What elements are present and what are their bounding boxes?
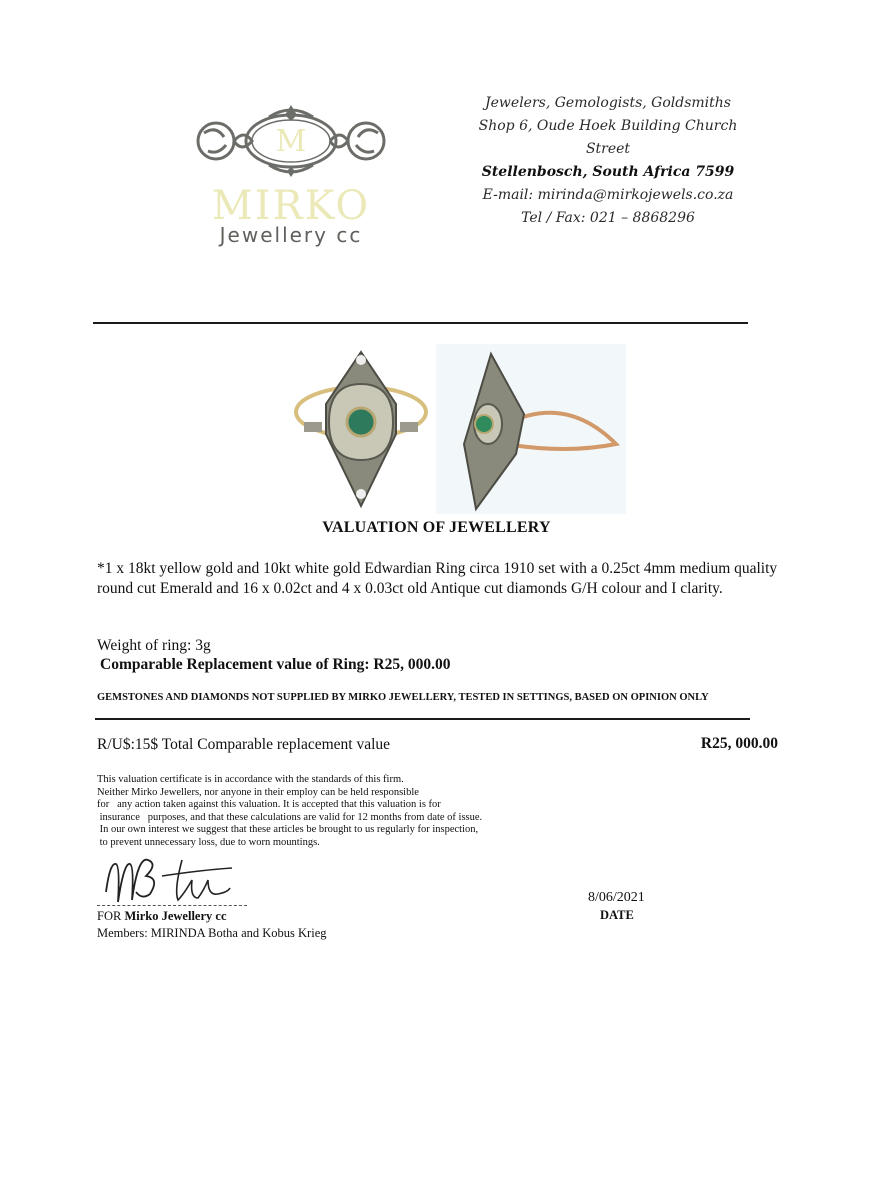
company-address xyxy=(470,92,746,230)
company-name: Mirko Jewellery cc xyxy=(124,909,227,923)
signatory-company xyxy=(97,909,227,924)
ring-photos xyxy=(286,344,626,514)
signature-line xyxy=(97,905,247,906)
ornament-frame-icon xyxy=(194,103,388,183)
logo-brand-text: MIRKO xyxy=(211,183,371,229)
terms-line: to prevent unnecessary loss, due to worn mountings. xyxy=(97,836,320,848)
ring-front-photo xyxy=(286,344,436,514)
document-title: VALUATION OF JEWELLERY xyxy=(322,519,551,536)
address-street-cont: Street xyxy=(585,141,631,157)
terms-line: for any action taken against this valuation. It is accepted that this valuation is for xyxy=(97,799,441,811)
address-email[interactable]: E-mail: mirinda@mirkojewels.co.za xyxy=(482,187,734,203)
date-label: DATE xyxy=(600,908,634,922)
header-divider xyxy=(93,322,748,324)
total-value-amount: R25, 000.00 xyxy=(700,735,778,752)
gemstone-disclaimer: GEMSTONES AND DIAMONDS NOT SUPPLIED BY MIRKO JEWELLERY, TESTED IN SETTINGS, BASED ON OPINION ONLY xyxy=(97,692,709,703)
terms-text xyxy=(97,774,537,850)
address-city: Stellenbosch, South Africa 7599 xyxy=(481,164,735,180)
signature-icon xyxy=(98,852,268,907)
address-services: Jewelers, Gemologists, Goldsmiths xyxy=(485,95,731,111)
terms-line: Neither Mirko Jewellers, nor anyone in their employ can be held responsible xyxy=(97,786,419,798)
svg-text:M: M xyxy=(275,124,307,159)
logo-subtitle: Jewellery cc xyxy=(219,223,363,247)
address-street: Shop 6, Oude Hoek Building Church xyxy=(478,118,738,134)
company-logo xyxy=(186,95,396,245)
for-prefix: FOR xyxy=(97,909,125,923)
ring-weight: Weight of ring: 3g xyxy=(97,637,211,654)
section-divider xyxy=(95,718,750,720)
ring-side-photo xyxy=(436,344,626,514)
item-description: *1 x 18kt yellow gold and 10kt white gold Edwardian Ring circa 1910 set with a 0.25ct 4mm medium quality round cut Emerald and 16 x 0.02ct and 4 x 0.03ct old Antique cut diamonds G/H colour and I clarity. xyxy=(97,560,778,597)
terms-line: This valuation certificate is in accordance with the standards of this firm. xyxy=(97,774,404,785)
total-value-label: R/U$:15$ Total Comparable replacement value xyxy=(97,736,391,753)
address-phone: Tel / Fax: 021 – 8868296 xyxy=(521,210,695,226)
terms-line: In our own interest we suggest that these articles be brought to us regularly for inspection, xyxy=(97,824,479,836)
terms-line: insurance purposes, and that these calculations are valid for 12 months from date of issue. xyxy=(97,811,483,823)
company-members: Members: MIRINDA Botha and Kobus Krieg xyxy=(97,926,327,940)
replacement-value: Comparable Replacement value of Ring: R25, 000.00 xyxy=(100,656,451,673)
issue-date: 8/06/2021 xyxy=(588,890,645,905)
